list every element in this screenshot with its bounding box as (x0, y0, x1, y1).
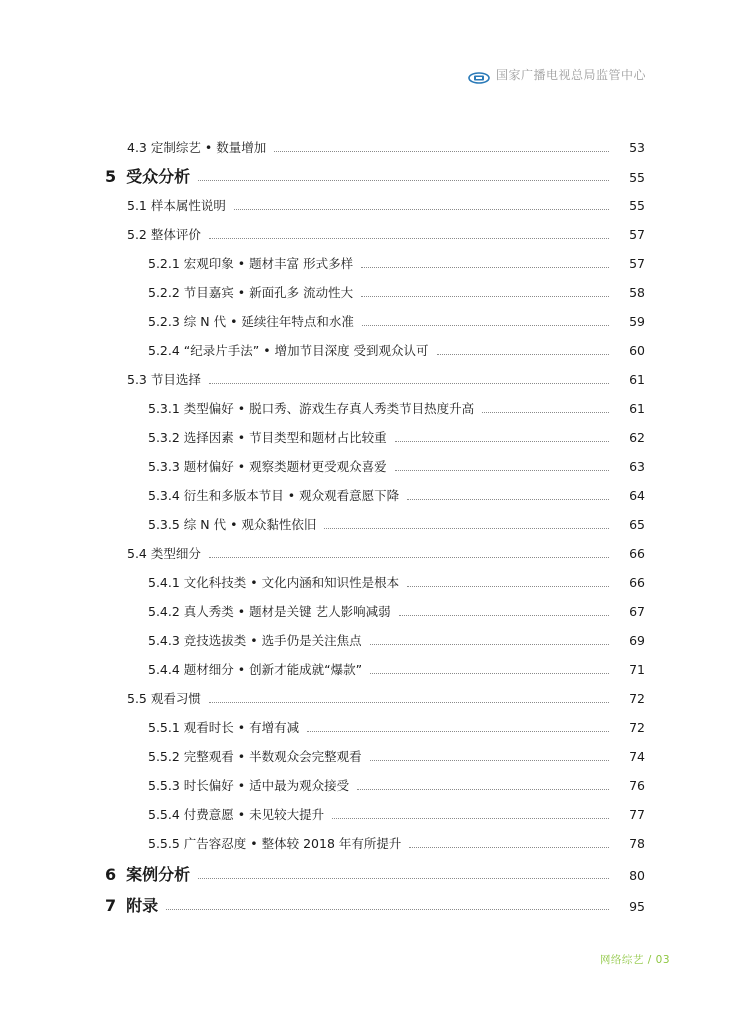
toc-entry-label (148, 253, 353, 275)
toc-leader-dots (357, 788, 609, 790)
toc-entry-number: 5.5.1 (148, 720, 180, 735)
toc-page-number: 80 (629, 868, 645, 883)
toc-entry[interactable] (127, 224, 645, 246)
toc-leader-dots (482, 411, 609, 413)
toc-leader-dots (209, 382, 609, 384)
toc-entry-label (148, 572, 399, 594)
toc-page-number: 53 (629, 140, 645, 155)
toc-entry-number: 5.5.4 (148, 807, 180, 822)
toc-entry-label (148, 659, 362, 681)
toc-entry-number: 5.4 (127, 546, 147, 561)
toc-entry[interactable] (105, 864, 645, 886)
toc-entry-title: 衍生和多版本节目 • 观众观看意愿下降 (183, 488, 400, 503)
toc-entry[interactable] (148, 833, 645, 855)
toc-page-number: 72 (629, 691, 645, 706)
toc-leader-dots (395, 469, 609, 471)
toc-entry-title: 选择因素 • 节目类型和题材占比较重 (183, 430, 387, 445)
toc-entry-title: 完整观看 • 半数观众会完整观看 (183, 749, 362, 764)
toc-entry-title: 广告容忍度 • 整体较 2018 年有所提升 (183, 836, 402, 851)
toc-entry-number: 5.2.4 (148, 343, 180, 358)
toc-leader-dots (166, 908, 609, 910)
toc-entry-title: 附录 (126, 896, 159, 915)
toc-entry-number: 6 (105, 865, 117, 884)
toc-entry-label (127, 369, 201, 391)
toc-entry-number: 5.3.1 (148, 401, 180, 416)
toc-page-number: 69 (629, 633, 645, 648)
toc-entry-label (148, 456, 387, 478)
toc-entry-label (148, 601, 391, 623)
toc-entry-label (105, 895, 158, 917)
toc-page-number: 71 (629, 662, 645, 677)
toc-entry-label (148, 340, 429, 362)
toc-entry[interactable] (148, 456, 645, 478)
toc-entry-label (148, 398, 474, 420)
toc-entry-title: 受众分析 (126, 167, 191, 186)
toc-leader-dots (332, 817, 609, 819)
toc-leader-dots (437, 353, 609, 355)
toc-entry[interactable] (148, 775, 645, 797)
toc-entry-title: 类型细分 (150, 546, 201, 561)
toc-entry[interactable] (148, 659, 645, 681)
toc-entry[interactable] (148, 746, 645, 768)
toc-entry-number: 5.5.2 (148, 749, 180, 764)
toc-entry[interactable] (105, 895, 645, 917)
toc-page-number: 77 (629, 807, 645, 822)
toc-page-number: 72 (629, 720, 645, 735)
toc-entry-number: 5.5 (127, 691, 147, 706)
toc-entry[interactable] (148, 804, 645, 826)
toc-entry-title: 文化科技类 • 文化内涵和知识性是根本 (183, 575, 400, 590)
toc-leader-dots (274, 150, 609, 152)
toc-leader-dots (407, 585, 609, 587)
toc-entry[interactable] (148, 485, 645, 507)
toc-leader-dots (209, 701, 609, 703)
toc-entry[interactable] (127, 195, 645, 217)
toc-page-number: 66 (629, 575, 645, 590)
toc-leader-dots (395, 440, 609, 442)
toc-entry-number: 5 (105, 167, 117, 186)
toc-entry-number: 5.3.2 (148, 430, 180, 445)
toc-entry[interactable] (148, 572, 645, 594)
toc-entry-number: 5.4.4 (148, 662, 180, 677)
toc-entry[interactable] (148, 253, 645, 275)
toc-page-number: 55 (629, 170, 645, 185)
toc-entry-number: 5.4.1 (148, 575, 180, 590)
toc-leader-dots (324, 527, 609, 529)
toc-entry-label (148, 514, 316, 536)
toc-entry-title: 时长偏好 • 适中最为观众接受 (183, 778, 350, 793)
toc-entry-label (148, 311, 354, 333)
toc-entry-label (127, 224, 201, 246)
toc-entry-title: 类型偏好 • 脱口秀、游戏生存真人秀类节目热度升高 (183, 401, 475, 416)
toc-leader-dots (198, 877, 609, 879)
toc-entry[interactable] (148, 398, 645, 420)
toc-leader-dots (361, 295, 609, 297)
toc-entry[interactable] (148, 340, 645, 362)
toc-page-number: 67 (629, 604, 645, 619)
toc-entry-title: 节目选择 (150, 372, 201, 387)
toc-entry-number: 7 (105, 896, 117, 915)
toc-page-number: 78 (629, 836, 645, 851)
toc-page-number: 61 (629, 401, 645, 416)
toc-entry[interactable] (127, 543, 645, 565)
toc-leader-dots (370, 643, 609, 645)
toc-entry-number: 5.3.5 (148, 517, 180, 532)
toc-entry-number: 5.4.2 (148, 604, 180, 619)
ministry-logo-icon (468, 69, 490, 81)
toc-entry-number: 5.2.2 (148, 285, 180, 300)
toc-entry[interactable] (148, 311, 645, 333)
toc-entry[interactable] (105, 166, 645, 188)
toc-entry-number: 5.3.3 (148, 459, 180, 474)
toc-page-number: 65 (629, 517, 645, 532)
toc-leader-dots (409, 846, 609, 848)
toc-leader-dots (399, 614, 609, 616)
toc-entry-title: 竞技选拔类 • 选手仍是关注焦点 (183, 633, 362, 648)
toc-entry-title: 案例分析 (126, 865, 191, 884)
toc-entry[interactable] (127, 137, 645, 159)
page-header (468, 66, 646, 83)
toc-leader-dots (370, 759, 609, 761)
toc-entry[interactable] (148, 601, 645, 623)
toc-entry-number: 5.5.3 (148, 778, 180, 793)
toc-leader-dots (209, 556, 609, 558)
toc-leader-dots (198, 179, 609, 181)
toc-page-number: 59 (629, 314, 645, 329)
toc-page-number: 62 (629, 430, 645, 445)
toc-entry-number: 5.4.3 (148, 633, 180, 648)
toc-page-number: 58 (629, 285, 645, 300)
toc-leader-dots (307, 730, 609, 732)
toc-entry-label (127, 137, 266, 159)
toc-entry-title: 定制综艺 • 数量增加 (150, 140, 267, 155)
toc-entry-number: 5.3 (127, 372, 147, 387)
toc-entry-number: 5.2.3 (148, 314, 180, 329)
toc-entry-title: 观看时长 • 有增有减 (183, 720, 300, 735)
toc-entry-label (127, 543, 201, 565)
toc-leader-dots (361, 266, 609, 268)
toc-entry-number: 5.1 (127, 198, 147, 213)
toc-entry-title: 节目嘉宾 • 新面孔多 流动性大 (183, 285, 354, 300)
toc-entry-label (148, 427, 387, 449)
toc-entry-label (148, 485, 399, 507)
toc-entry[interactable] (148, 514, 645, 536)
toc-entry-label (148, 746, 362, 768)
toc-entry[interactable] (148, 282, 645, 304)
toc-entry-label (148, 775, 349, 797)
toc-page-number: 61 (629, 372, 645, 387)
toc-entry-label (127, 688, 201, 710)
toc-entry-label (148, 804, 324, 826)
toc-entry-title: 付费意愿 • 未见较大提升 (183, 807, 325, 822)
toc-entry[interactable] (127, 369, 645, 391)
toc-leader-dots (234, 208, 609, 210)
toc-entry-number: 5.2 (127, 227, 147, 242)
toc-page-number: 57 (629, 256, 645, 271)
toc-entry-title: 宏观印象 • 题材丰富 形式多样 (183, 256, 354, 271)
toc-entry[interactable] (148, 427, 645, 449)
toc-page-number: 66 (629, 546, 645, 561)
toc-page-number: 95 (629, 899, 645, 914)
toc-page-number: 63 (629, 459, 645, 474)
toc-entry-title: 观看习惯 (150, 691, 201, 706)
header-org-name: 国家广播电视总局监管中心 (495, 68, 646, 82)
page-footer: 网络综艺 / 03 (599, 954, 670, 966)
toc-entry-label (148, 717, 299, 739)
toc-page-number: 60 (629, 343, 645, 358)
toc-entry-number: 5.5.5 (148, 836, 180, 851)
toc-entry[interactable] (127, 688, 645, 710)
toc-page-number: 57 (629, 227, 645, 242)
toc-entry-label (105, 166, 190, 188)
toc-leader-dots (209, 237, 609, 239)
toc-leader-dots (370, 672, 609, 674)
toc-entry-title: 真人秀类 • 题材是关键 艺人影响减弱 (183, 604, 391, 619)
toc-entry-title: 样本属性说明 (150, 198, 226, 213)
toc-leader-dots (362, 324, 609, 326)
toc-entry[interactable] (148, 630, 645, 652)
toc-entry-number: 4.3 (127, 140, 147, 155)
toc-entry-title: 整体评价 (150, 227, 201, 242)
toc-page-number: 55 (629, 198, 645, 213)
toc-entry-number: 5.2.1 (148, 256, 180, 271)
toc-entry-title: 综 N 代 • 延续往年特点和水准 (183, 314, 354, 329)
toc-entry-label (127, 195, 226, 217)
toc-page-number: 76 (629, 778, 645, 793)
toc-entry-title: “纪录片手法” • 增加节目深度 受到观众认可 (183, 343, 429, 358)
toc-leader-dots (407, 498, 609, 500)
toc-entry-label (148, 630, 362, 652)
toc-entry-title: 综 N 代 • 观众黏性依旧 (183, 517, 317, 532)
toc-entry-title: 题材细分 • 创新才能成就“爆款” (183, 662, 363, 677)
toc-entry-label (105, 864, 190, 886)
toc-page-number: 74 (629, 749, 645, 764)
toc-page-number: 64 (629, 488, 645, 503)
toc-entry-label (148, 282, 353, 304)
toc-entry-number: 5.3.4 (148, 488, 180, 503)
toc-entry-label (148, 833, 401, 855)
toc-entry-title: 题材偏好 • 观察类题材更受观众喜爱 (183, 459, 387, 474)
toc-entry[interactable] (148, 717, 645, 739)
